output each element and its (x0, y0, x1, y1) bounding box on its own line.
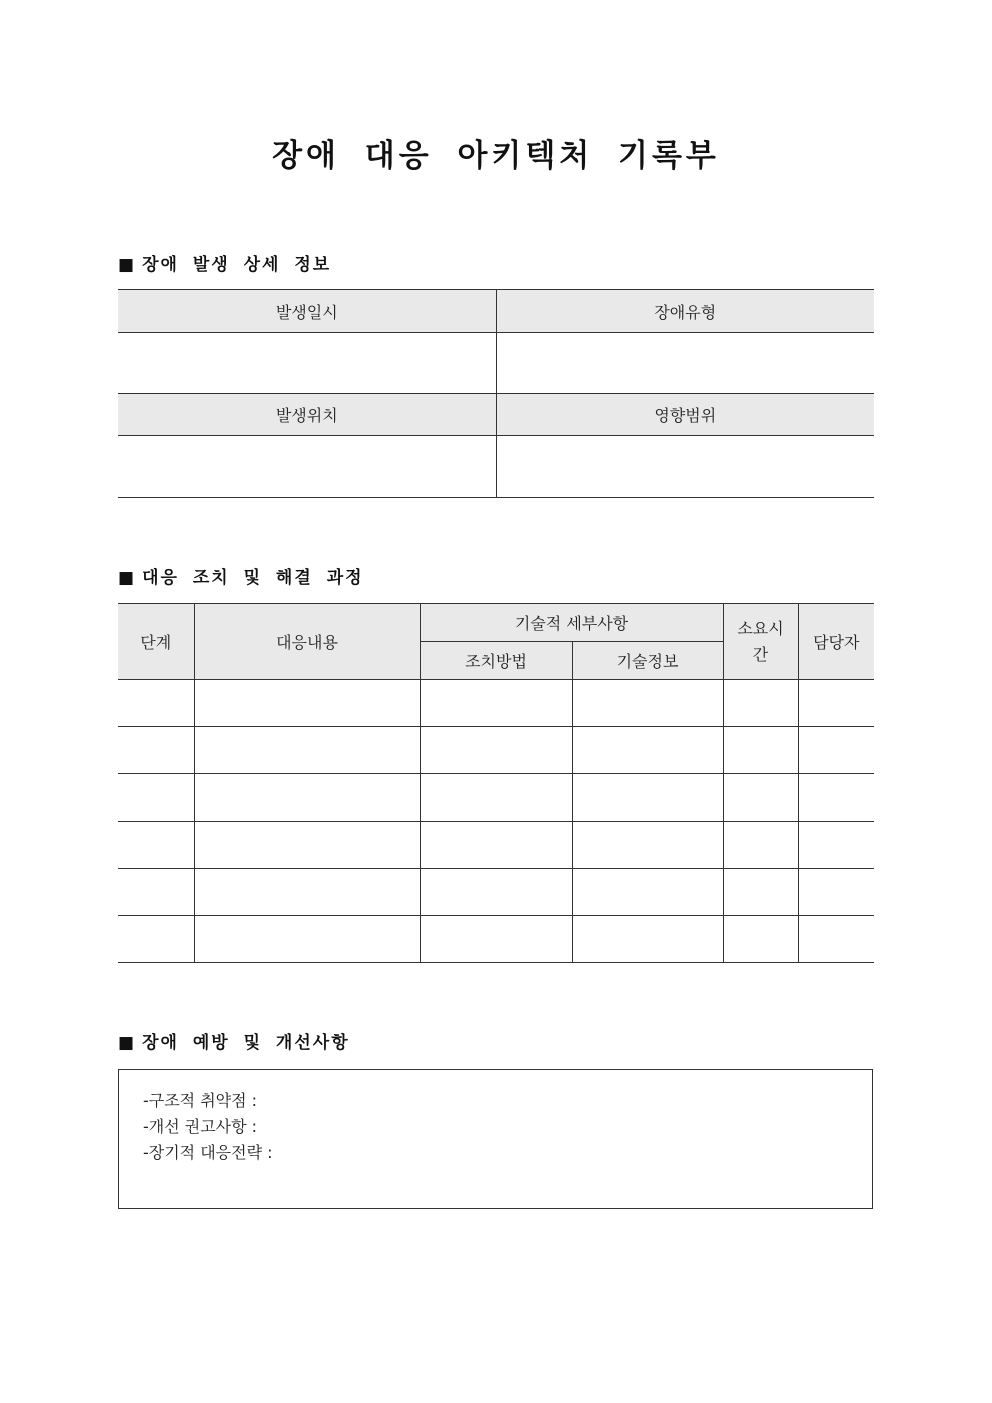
table-row (118, 916, 874, 963)
cell-occurred-datetime[interactable] (118, 333, 496, 394)
cell-impact-scope[interactable] (496, 436, 874, 498)
table-row (118, 822, 874, 869)
page-title: 장애 대응 아키텍처 기록부 (272, 138, 720, 174)
section-title-prevention (118, 1032, 350, 1054)
header-occurred-location: 발생위치 (118, 394, 496, 436)
cell-duration[interactable] (723, 822, 798, 869)
cell-duration[interactable] (723, 727, 798, 774)
square-bullet-icon: ■ (118, 1033, 137, 1053)
header-step: 단계 (118, 604, 194, 680)
cell-response-content[interactable] (194, 869, 420, 916)
cell-technical-info[interactable] (572, 774, 723, 822)
cell-step[interactable] (118, 869, 194, 916)
cell-duration[interactable] (723, 869, 798, 916)
cell-owner[interactable] (798, 680, 874, 727)
square-bullet-icon: ■ (118, 255, 137, 275)
section-title-text: 장애 예방 및 개선사항 (142, 1033, 350, 1053)
cell-owner[interactable] (798, 869, 874, 916)
cell-technical-info[interactable] (572, 916, 723, 963)
header-duration: 소요시간 (723, 604, 798, 680)
header-owner: 담당자 (798, 604, 874, 680)
cell-duration[interactable] (723, 916, 798, 963)
cell-response-content[interactable] (194, 822, 420, 869)
incident-details-table (118, 289, 874, 498)
cell-technical-info[interactable] (572, 869, 723, 916)
table-row (118, 774, 874, 822)
cell-response-content[interactable] (194, 680, 420, 727)
cell-action-method[interactable] (420, 680, 572, 727)
square-bullet-icon: ■ (118, 568, 137, 588)
cell-technical-info[interactable] (572, 680, 723, 727)
cell-owner[interactable] (798, 916, 874, 963)
cell-step[interactable] (118, 680, 194, 727)
cell-incident-type[interactable] (496, 333, 874, 394)
cell-duration[interactable] (723, 774, 798, 822)
table-row (118, 680, 874, 727)
section-title-text: 장애 발생 상세 정보 (142, 255, 332, 275)
cell-action-method[interactable] (420, 727, 572, 774)
cell-owner[interactable] (798, 822, 874, 869)
header-incident-type: 장애유형 (496, 290, 874, 333)
header-technical-info: 기술정보 (572, 642, 723, 680)
cell-owner[interactable] (798, 727, 874, 774)
cell-technical-info[interactable] (572, 822, 723, 869)
section-title-response-process (118, 567, 364, 589)
header-impact-scope: 영향범위 (496, 394, 874, 436)
cell-action-method[interactable] (420, 916, 572, 963)
cell-technical-info[interactable] (572, 727, 723, 774)
cell-occurred-location[interactable] (118, 436, 496, 498)
table-row (118, 727, 874, 774)
cell-response-content[interactable] (194, 727, 420, 774)
cell-step[interactable] (118, 774, 194, 822)
note-long-term-strategy: -장기적 대응전략 : (143, 1143, 273, 1162)
cell-action-method[interactable] (420, 869, 572, 916)
header-technical-details: 기술적 세부사항 (420, 604, 723, 642)
cell-duration[interactable] (723, 680, 798, 727)
cell-response-content[interactable] (194, 774, 420, 822)
section-title-text: 대응 조치 및 해결 과정 (142, 568, 364, 588)
cell-action-method[interactable] (420, 822, 572, 869)
cell-step[interactable] (118, 727, 194, 774)
note-structural-weakness: -구조적 취약점 : (143, 1091, 258, 1110)
cell-action-method[interactable] (420, 774, 572, 822)
prevention-notes-box[interactable] (118, 1069, 873, 1209)
header-action-method: 조치방법 (420, 642, 572, 680)
cell-step[interactable] (118, 916, 194, 963)
section-title-incident-details (118, 254, 331, 276)
header-occurred-datetime: 발생일시 (118, 290, 496, 333)
response-process-table (118, 603, 874, 963)
note-improvement-recommendations: -개선 권고사항 : (143, 1117, 258, 1136)
cell-response-content[interactable] (194, 916, 420, 963)
cell-step[interactable] (118, 822, 194, 869)
table-row (118, 869, 874, 916)
cell-owner[interactable] (798, 774, 874, 822)
header-response-content: 대응내용 (194, 604, 420, 680)
